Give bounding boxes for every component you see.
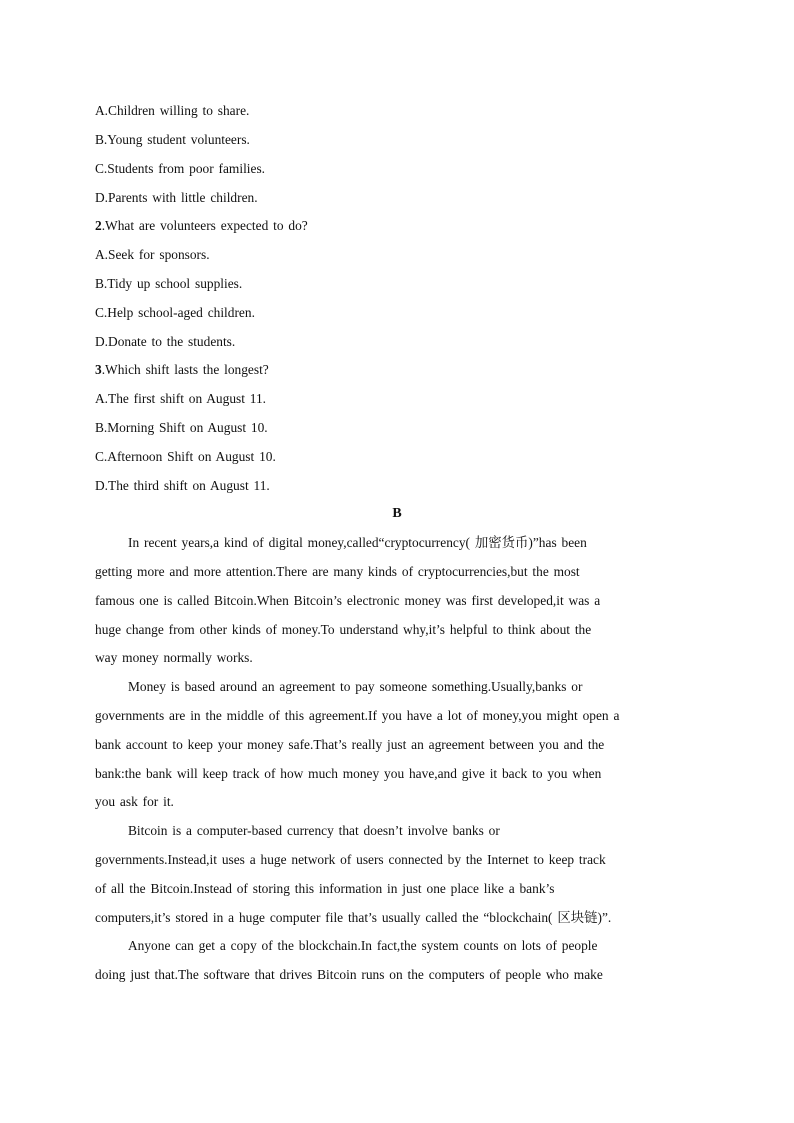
paragraph-line: you ask for it. (95, 794, 174, 809)
q1-option-c: C.Students from poor families. (95, 161, 266, 176)
paragraph-line: bank account to keep your money safe.That’s really just an agreement between you and the (95, 737, 605, 752)
paragraph-line: famous one is called Bitcoin.When Bitcoin’s electronic money was first developed,it was a (95, 593, 601, 608)
paragraph-line: Bitcoin is a computer-based currency that doesn’t involve banks or (128, 823, 500, 838)
question-3-number: 3 (95, 362, 102, 377)
paragraph-line: In recent years,a kind of digital money,called“cryptocurrency( 加密货币)”has been (128, 535, 587, 550)
q2-option-a: A.Seek for sponsors. (95, 247, 210, 262)
q1-option-a: A.Children willing to share. (95, 103, 250, 118)
q3-option-c: C.Afternoon Shift on August 10. (95, 449, 276, 464)
paragraph-line: huge change from other kinds of money.To understand why,it’s helpful to think about the (95, 622, 592, 637)
section-heading: B (392, 506, 402, 521)
q2-option-d: D.Donate to the students. (95, 334, 236, 349)
paragraph-line: of all the Bitcoin.Instead of storing this information in just one place like a bank’s (95, 881, 555, 896)
question-3-text: .Which shift lasts the longest? (101, 362, 269, 377)
q3-option-a: A.The first shift on August 11. (95, 391, 267, 406)
paragraph-line: way money normally works. (95, 650, 253, 665)
q2-option-b: B.Tidy up school supplies. (95, 276, 243, 291)
paragraph-line: doing just that.The software that drives Bitcoin runs on the computers of people who make (95, 967, 603, 982)
question-2-number: 2 (95, 218, 102, 233)
question-3 (95, 361, 269, 379)
q1-option-b: B.Young student volunteers. (95, 132, 250, 147)
paragraph-line: Money is based around an agreement to pay someone something.Usually,banks or (128, 679, 583, 694)
paragraph-line: governments.Instead,it uses a huge network of users connected by the Internet to keep track (95, 852, 606, 867)
q3-option-d: D.The third shift on August 11. (95, 478, 270, 493)
q3-option-b: B.Morning Shift on August 10. (95, 420, 268, 435)
paragraph-line: computers,it’s stored in a huge computer file that’s usually called the “blockchain( 区块链)”. (95, 910, 612, 925)
paragraph-line: getting more and more attention.There are many kinds of cryptocurrencies,but the most (95, 564, 580, 579)
paragraph-line: bank:the bank will keep track of how much money you have,and give it back to you when (95, 766, 602, 781)
q1-option-d: D.Parents with little children. (95, 190, 258, 205)
question-2 (95, 217, 308, 235)
paragraph-line: governments are in the middle of this agreement.If you have a lot of money,you might open a (95, 708, 620, 723)
paragraph-line: Anyone can get a copy of the blockchain.In fact,the system counts on lots of people (128, 938, 598, 953)
q2-option-c: C.Help school-aged children. (95, 305, 255, 320)
question-2-text: .What are volunteers expected to do? (101, 218, 308, 233)
